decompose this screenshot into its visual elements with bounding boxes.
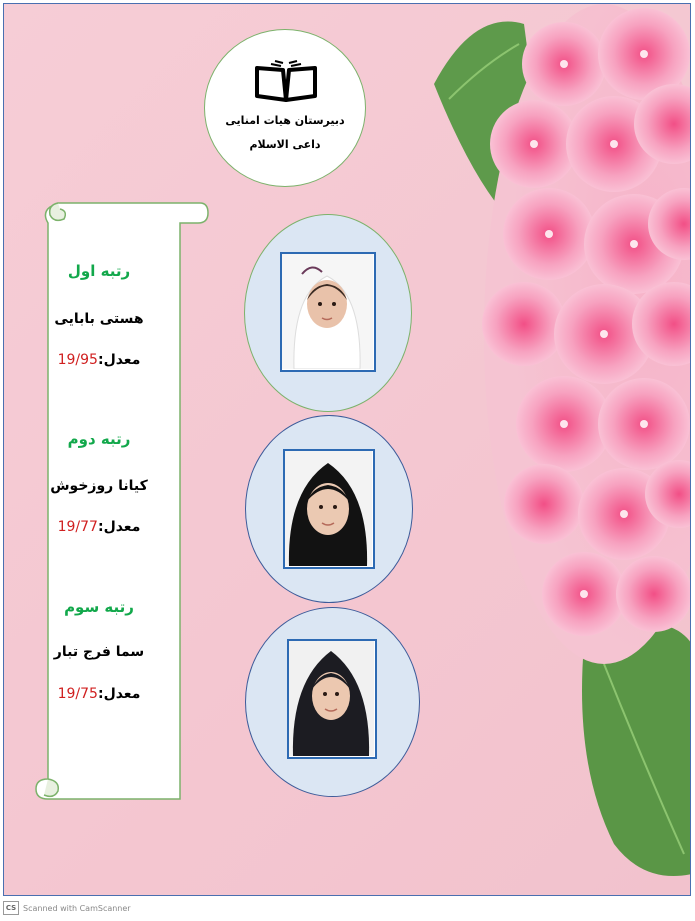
student-photo-3 <box>287 639 377 759</box>
school-logo-circle <box>204 29 366 187</box>
average-value: 19/77 <box>57 519 98 535</box>
student-portrait-1 <box>282 254 373 369</box>
school-name: دبیرستان هیات امنایی <box>225 114 345 127</box>
average-label: معدل: <box>97 686 141 702</box>
average-label: معدل: <box>97 352 141 368</box>
scroll-banner <box>30 199 210 804</box>
rank-3-average <box>44 686 154 702</box>
photo-circle-1 <box>244 214 412 412</box>
student-portrait-3 <box>289 641 374 756</box>
rank-1-title: رتبه اول <box>67 262 131 280</box>
rank-1-average <box>44 352 154 368</box>
camscanner-logo: CS <box>3 901 19 915</box>
photo-circle-2 <box>245 415 413 603</box>
school-subtitle: داعی الاسلام <box>249 138 321 151</box>
rank-3-name: سما فرج تبار <box>53 644 145 660</box>
student-portrait-2 <box>285 451 372 566</box>
open-book-icon <box>253 60 319 104</box>
student-photo-2 <box>283 449 375 569</box>
rank-3-title: رتبه سوم <box>64 598 134 616</box>
scanner-text: Scanned with CamScanner <box>23 903 131 913</box>
average-value: 19/95 <box>57 352 98 368</box>
certificate-page <box>3 3 691 896</box>
rank-2-average <box>44 519 154 535</box>
photo-circle-3 <box>245 607 420 797</box>
student-photo-1 <box>280 252 376 372</box>
rank-2-name: کیانا روزخوش <box>50 478 148 494</box>
rank-1-name: هستی بابایی <box>54 311 144 327</box>
rank-2-title: رتبه دوم <box>67 430 131 448</box>
scanner-footer <box>3 900 131 916</box>
average-label: معدل: <box>97 519 141 535</box>
average-value: 19/75 <box>57 686 98 702</box>
